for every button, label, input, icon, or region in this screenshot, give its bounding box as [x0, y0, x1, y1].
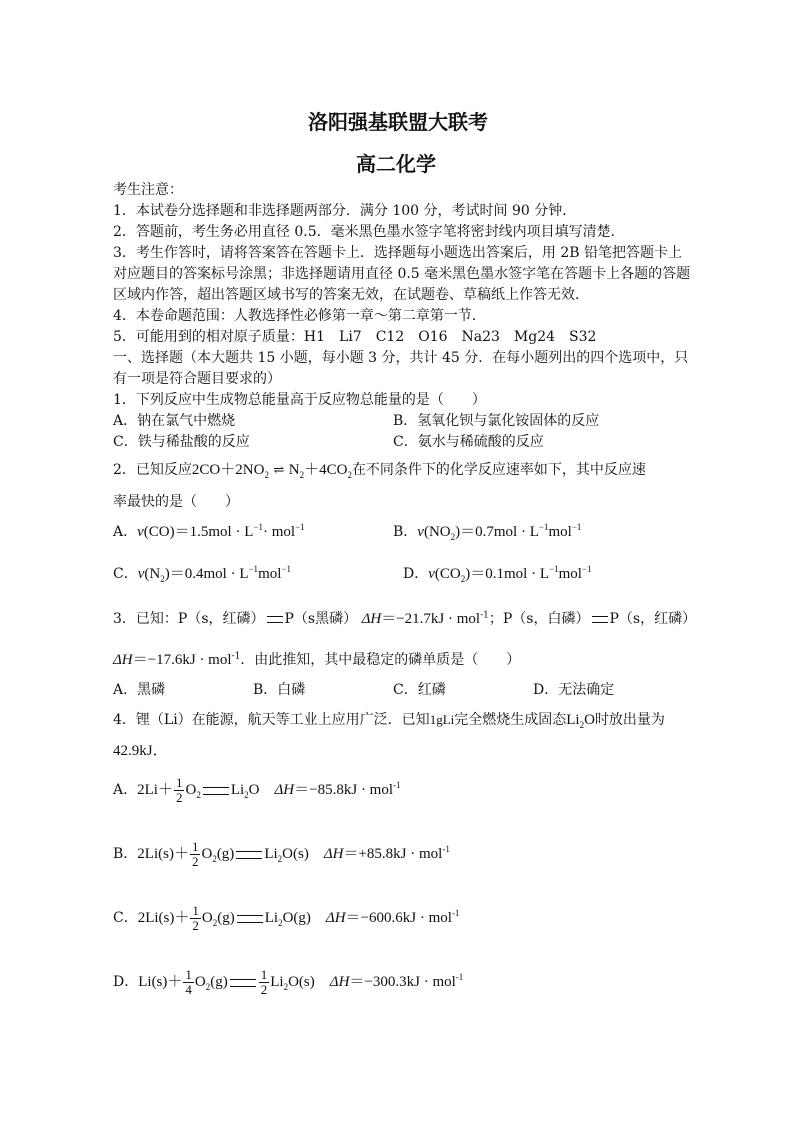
exam-subject: 高二化学	[356, 152, 436, 176]
q4-stem-cont: 42.9kJ．	[113, 743, 168, 759]
q1-stem: 1．下列反应中生成物总能量高于反应物总能量的是（ ）	[113, 392, 486, 408]
equal-sign-icon	[230, 979, 256, 987]
q2-stem-cont: 率最快的是（ ）	[113, 494, 239, 510]
q3-stem: 3．已知：P（s，红磷） P（s黑磷） ΔH＝−21.7kJ · mol$^{-1}$；P（s，白磷） P（s，红磷）	[113, 610, 697, 627]
q1-option-c: C．铁与稀盐酸的反应	[113, 434, 250, 450]
notice-item: 区域内作答，超出答题区域书写的答案无效，在试题卷、草稿纸上作答无效．	[113, 287, 589, 303]
q3-stem-cont: ΔH＝−17.6kJ · mol$^{-1}$．由此推知，其中最稳定的磷单质是（ ）	[113, 651, 521, 668]
q4-option-c: C．2Li(s)＋ $\frac{1}{2}$ $O_2(g)$ $Li_2O(g)$ ΔH＝−600.6kJ · mol$^{-1}$	[113, 903, 460, 933]
equal-sign-icon	[203, 787, 229, 795]
equal-sign-icon	[237, 915, 263, 923]
q3-option-d: D．无法确定	[533, 682, 615, 698]
q3-option-c: C．红磷	[393, 682, 446, 698]
equilibrium-arrow-icon: ⇌	[273, 463, 285, 478]
notice-item: 对应题目的答案标号涂黑；非选择题请用直径 0.5 毫米黑色墨水签字笔在答题卡上各题的答题	[113, 266, 691, 282]
notice-item: 5．可能用到的相对原子质量：H1 Li7 C12 O16 Na23 Mg24 S32	[113, 329, 597, 345]
q2-option-b: B．$v(NO_2)=0.7mol \cdot L^{-1}mol^{-1}$	[393, 522, 582, 542]
equal-sign-icon	[592, 616, 608, 623]
q4-option-a: A．2Li＋ $\frac{1}{2}$ $O_2$ $Li_2O$ ΔH＝−85.8kJ · mol$^{-1}$	[113, 775, 401, 805]
notice-heading: 考生注意：	[113, 182, 183, 198]
notice-item: 4．本卷命题范围：人教选择性必修第一章～第二章第一节．	[113, 308, 486, 324]
exam-title: 洛阳强基联盟大联考	[308, 110, 488, 134]
q1-option-a: A．钠在氯气中燃烧	[113, 413, 236, 429]
notice-item: 1．本试卷分选择题和非选择题两部分．满分 100 分，考试时间 90 分钟．	[113, 203, 577, 219]
q3-option-a: A．黑磷	[113, 682, 166, 698]
equal-sign-icon	[236, 851, 262, 859]
equal-sign-icon	[267, 616, 283, 623]
q1-option-d: C．氨水与稀硫酸的反应	[393, 434, 544, 450]
section-heading-cont: 有一项是符合题目要求的）	[113, 371, 281, 387]
q2-option-c: C．$v(N_2)=0.4mol \cdot L^{-1}mol^{-1}$	[113, 564, 291, 584]
q4-stem: 4．锂（Li）在能源，航天等工业上应用广泛．已知1gLi完全燃烧生成固态$Li_2O$时放出量为	[113, 712, 665, 730]
q4-option-d: D．Li(s)＋ $\frac{1}{4}$ $O_2(g)$ $\frac{1}{2}$ $Li_2O(s)$ ΔH＝−300.3kJ · mol$^{-1}$	[113, 967, 464, 997]
q4-option-b: B．2Li(s)＋ $\frac{1}{2}$ $O_2(g)$ $Li_2O(s)$ ΔH＝+85.8kJ · mol$^{-1}$	[113, 839, 450, 869]
notice-item: 2．答题前，考生务必用直径 0.5．毫米黑色墨水签字笔将密封线内项目填写清楚．	[113, 224, 625, 240]
q2-option-d: D．$v(CO_2)=0.1mol \cdot L^{-1}mol^{-1}$	[403, 564, 592, 584]
notice-item: 3．考生作答时，请将答案答在答题卡上．选择题每小题选出答案后，用 2B 铅笔把答题卡上	[113, 245, 683, 261]
q1-option-b: B．氢氧化钡与氯化铵固体的反应	[393, 413, 600, 429]
q3-option-b: B．白磷	[253, 682, 306, 698]
section-heading: 一、选择题（本大题共 15 小题，每小题 3 分，共计 45 分．在每小题列出的四个选项中，只	[113, 350, 689, 366]
q2-option-a: A．$v(CO)=1.5mol \cdot L^{-1}\cdot mol^{-1}$	[113, 522, 305, 540]
q2-stem: 2．已知反应$2CO+2NO_2$ ⇌ $N_2+4CO_2$在不同条件下的化学反应速率如下，其中反应速	[113, 462, 646, 480]
